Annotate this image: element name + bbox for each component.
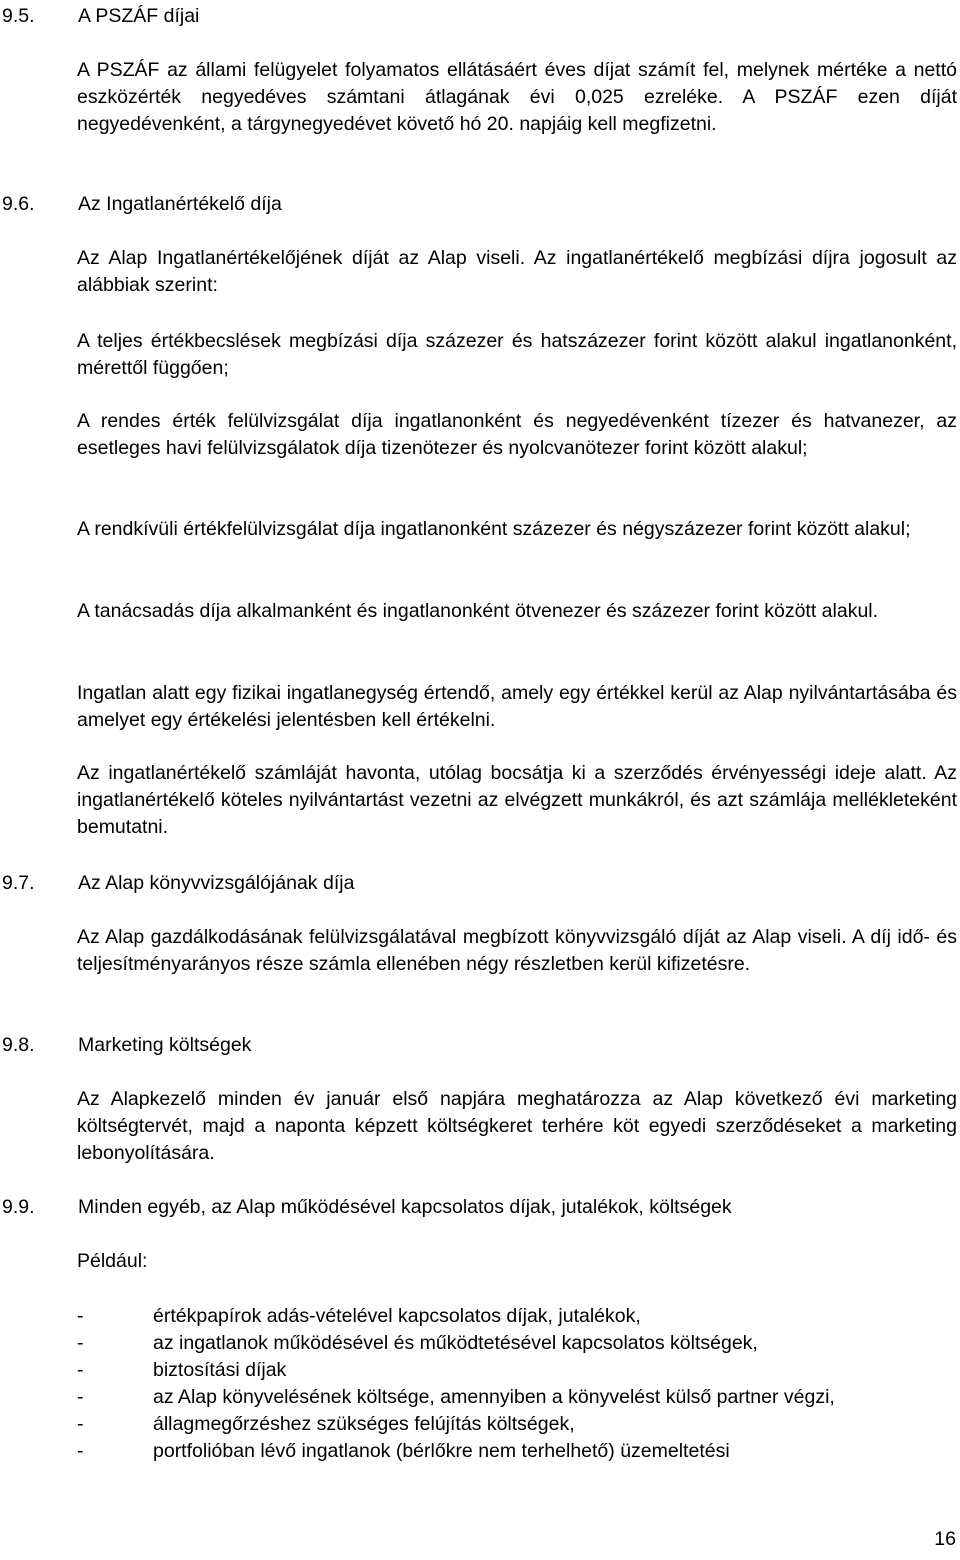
- list-item: [77, 1384, 957, 1411]
- paragraph: A teljes értékbecslések megbízási díja százezer és hatszázezer forint között alakul ingatlanonként, mérettől függően;: [77, 330, 957, 379]
- section-number: 9.5.: [2, 5, 35, 27]
- list-marker: -: [77, 1305, 84, 1327]
- list-item-text: az Alap könyvelésének költsége, amennyiben a könyvelést külső partner végzi,: [153, 1386, 835, 1408]
- section-number: 9.9.: [2, 1196, 35, 1218]
- list-item: [77, 1438, 957, 1465]
- section-heading: [2, 870, 942, 897]
- section-heading: [2, 1032, 942, 1059]
- paragraph: Az ingatlanértékelő számláját havonta, utólag bocsátja ki a szerződés érvényességi ideje alatt. Az ingatlanértékelő köteles nyilvántartást vezetni az elvégzett munkákról, és azt számlája mellékleteként bemutatni.: [77, 762, 957, 838]
- paragraph: Ingatlan alatt egy fizikai ingatlanegység értendő, amely egy értékkel kerül az Alap nyilvántartásába és amelyet egy értékelési jelentésben kell értékelni.: [77, 682, 957, 731]
- paragraph: Az Alap Ingatlanértékelőjének díját az Alap viseli. Az ingatlanértékelő megbízási díjra jogosult az alábbiak szerint:: [77, 247, 957, 296]
- section-title: Az Alap könyvvizsgálójának díja: [78, 872, 355, 894]
- list-item: [77, 1303, 957, 1330]
- page-number: 16: [934, 1528, 956, 1550]
- list-marker: -: [77, 1332, 84, 1354]
- section-number: 9.6.: [2, 193, 35, 215]
- paragraph: A rendkívüli értékfelülvizsgálat díja ingatlanonként százezer és négyszázezer forint között alakul;: [77, 518, 911, 540]
- list-item-text: állagmegőrzéshez szükséges felújítás költségek,: [153, 1413, 575, 1435]
- list-item: [77, 1411, 957, 1438]
- list-marker: -: [77, 1440, 84, 1462]
- list-item: [77, 1330, 957, 1357]
- list-item-text: portfolióban lévő ingatlanok (bérlőkre nem terhelhető) üzemeltetési: [153, 1440, 730, 1462]
- section-title: Marketing költségek: [78, 1034, 252, 1056]
- paragraph: Az Alap gazdálkodásának felülvizsgálatával megbízott könyvvizsgáló díját az Alap viseli. A díj idő- és teljesítményarányos része számla ellenében négy részletben kerül kifizetésre.: [77, 926, 957, 975]
- list-item-text: az ingatlanok működésével és működtetésével kapcsolatos költségek,: [153, 1332, 758, 1354]
- section-heading: [2, 3, 942, 30]
- list-marker: -: [77, 1386, 84, 1408]
- list-item-text: biztosítási díjak: [153, 1359, 287, 1381]
- paragraph: A PSZÁF az állami felügyelet folyamatos ellátásáért éves díjat számít fel, melynek mértéke a nettó eszközérték negyedéves számtani átlagának évi 0,025 ezreléke. A PSZÁF ezen díját negyedévenként, a tárgynegyedévet követő hó 20. napjáig kell megfizetni.: [77, 59, 957, 135]
- cost-list: [77, 1303, 957, 1465]
- section-title: A PSZÁF díjai: [78, 5, 200, 27]
- paragraph: A tanácsadás díja alkalmanként és ingatlanonként ötvenezer és százezer forint között alakul.: [77, 600, 879, 622]
- paragraph: Például:: [77, 1250, 148, 1272]
- list-marker: -: [77, 1413, 84, 1435]
- section-number: 9.8.: [2, 1034, 35, 1056]
- section-title: Az Ingatlanértékelő díja: [78, 193, 282, 215]
- paragraph: Az Alapkezelő minden év január első napjára meghatározza az Alap következő évi marketing költségtervét, majd a naponta képzett költségkeret terhére köt egyedi szerződéseket a marketing lebonyolítására.: [77, 1088, 957, 1164]
- list-marker: -: [77, 1359, 84, 1381]
- section-heading: [2, 1194, 942, 1221]
- section-heading: [2, 191, 942, 218]
- section-number: 9.7.: [2, 872, 35, 894]
- paragraph: A rendes érték felülvizsgálat díja ingatlanonként és negyedévenként tízezer és hatvanezer, az esetleges havi felülvizsgálatok díja tizenötezer és nyolcvanötezer forint között alakul;: [77, 410, 957, 459]
- list-item-text: értékpapírok adás-vételével kapcsolatos díjak, jutalékok,: [153, 1305, 641, 1327]
- list-item: [77, 1357, 957, 1384]
- section-title: Minden egyéb, az Alap működésével kapcsolatos díjak, jutalékok, költségek: [78, 1196, 732, 1218]
